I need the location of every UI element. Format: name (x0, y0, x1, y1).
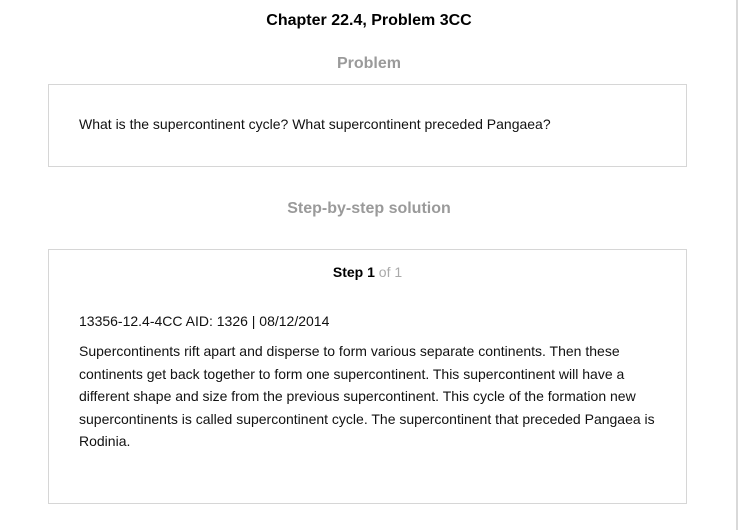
step-indicator (49, 264, 686, 280)
problem-heading: Problem (336, 55, 401, 72)
step-body-text: Supercontinents rift apart and disperse to form various separate continents. Then these continents get back together to form one supercontinent. This supercontinent will have a different shape and size from the previous supercontinent. This cycle of the formation new supercontinents is called supercontinent cycle. The supercontinent that preceded Pangaea is Rodinia. (79, 343, 655, 449)
step-total: of 1 (378, 264, 403, 280)
step-word: Step (332, 264, 364, 280)
chapter-title: Chapter 22.4, Problem 3CC (266, 12, 472, 29)
solution-heading: Step-by-step solution (287, 200, 451, 217)
solution-box (48, 249, 687, 504)
problem-box (48, 84, 687, 167)
step-meta: 13356-12.4-4CC AID: 1326 | 08/12/2014 (79, 313, 330, 329)
step-number: 1 (367, 264, 375, 280)
problem-text: What is the supercontinent cycle? What supercontinent preceded Pangaea? (79, 116, 551, 132)
